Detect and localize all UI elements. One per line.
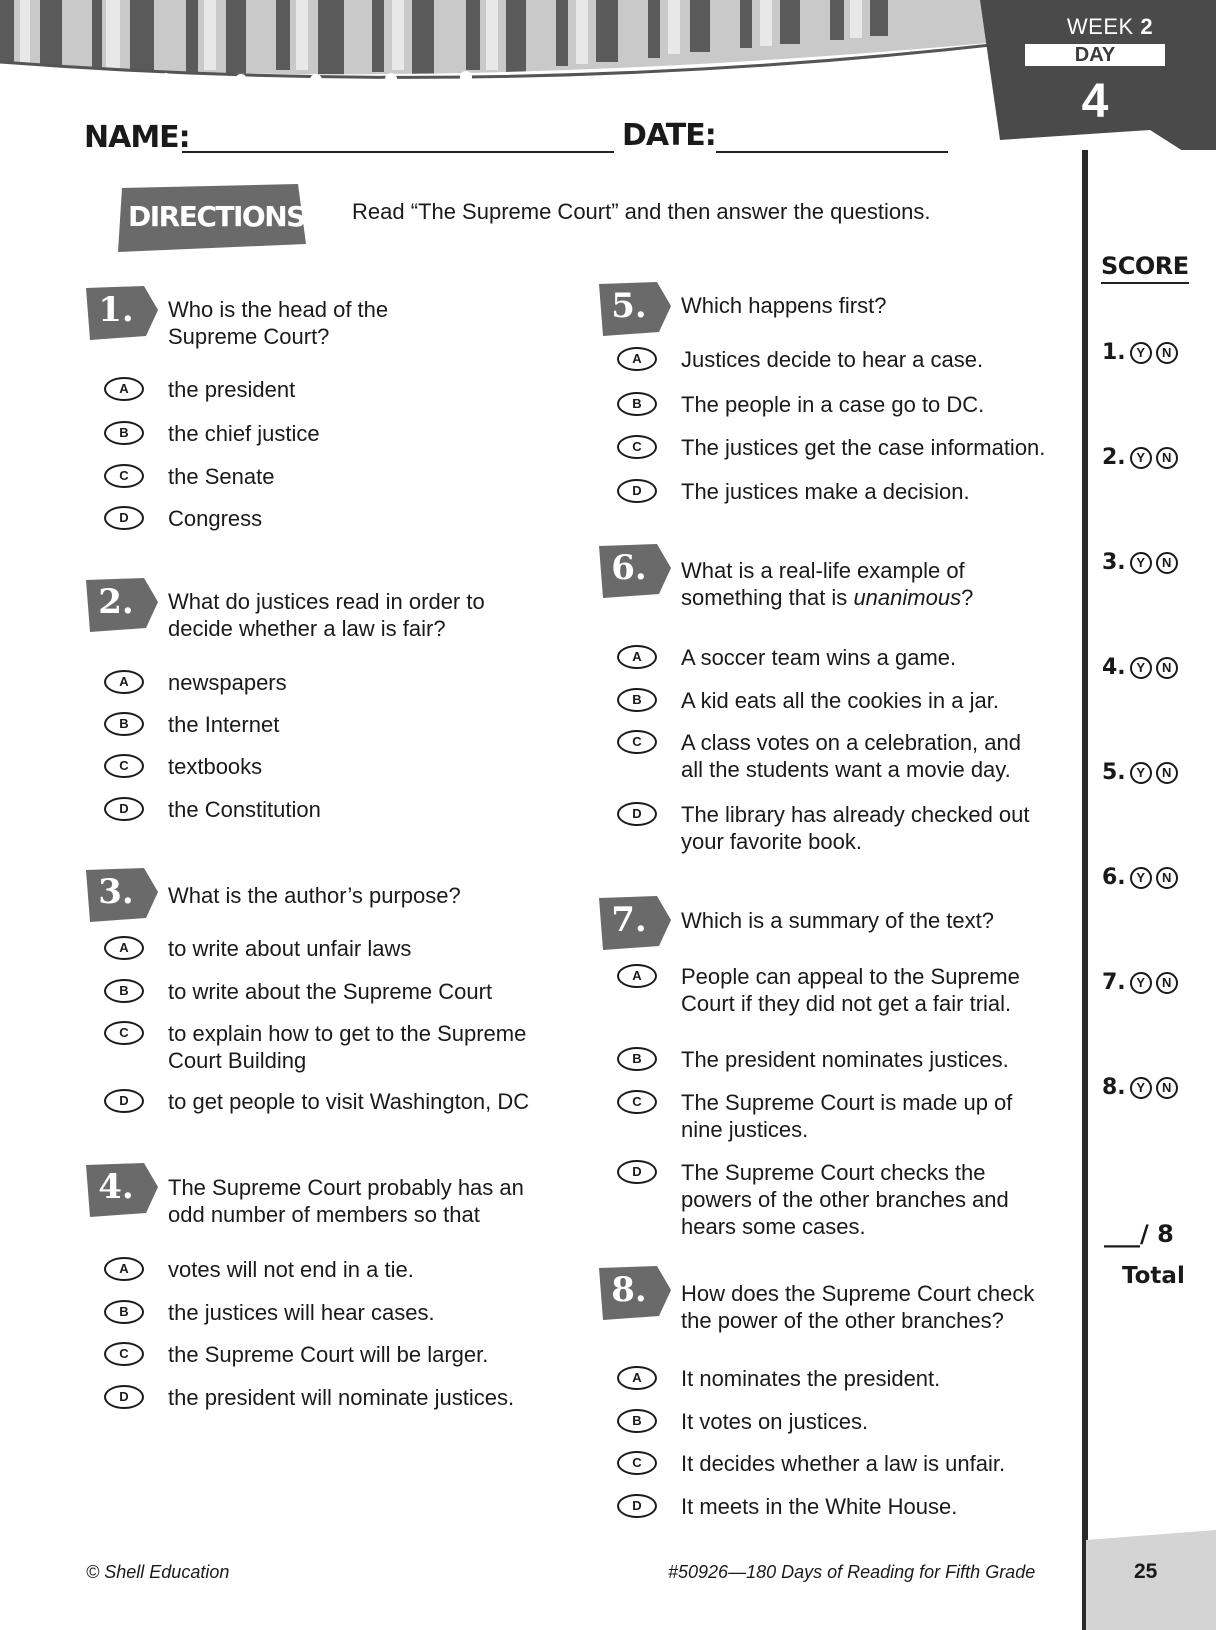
question-text: How does the Supreme Court check the power of the other branches? [681, 1281, 1035, 1333]
answer-bubble[interactable]: A [617, 1366, 657, 1390]
answer-bubble[interactable]: A [617, 964, 657, 988]
answer-bubble[interactable]: C [104, 1342, 144, 1366]
answer-bubble[interactable]: B [104, 712, 144, 736]
directions-badge [116, 184, 308, 254]
answer-text: the Constitution [168, 797, 321, 822]
question-text: The Supreme Court probably has an odd number of members so that [168, 1175, 524, 1227]
answer-text: newspapers [168, 670, 287, 695]
answer-text: The president nominates justices. [681, 1047, 1009, 1072]
answer-text: the chief justice [168, 421, 320, 446]
answer-option[interactable] [617, 1159, 1009, 1240]
answer-bubble[interactable]: D [104, 1385, 144, 1409]
answer-bubble[interactable]: A [617, 645, 657, 669]
answer-option[interactable] [104, 420, 320, 447]
question-text-part: ? [961, 585, 974, 610]
answer-bubble[interactable]: D [617, 1494, 657, 1518]
score-row-number: 7. [1102, 970, 1126, 995]
answer-option[interactable] [104, 1088, 529, 1115]
yes-bubble[interactable]: Y [1130, 867, 1152, 889]
answer-option[interactable] [104, 1256, 414, 1283]
answer-option[interactable] [104, 978, 492, 1005]
answer-bubble[interactable]: D [617, 802, 657, 826]
score-row-number: 4. [1102, 655, 1126, 680]
answer-text: It votes on justices. [681, 1409, 869, 1434]
score-row [1102, 445, 1178, 470]
answer-text: the president [168, 377, 296, 402]
answer-option[interactable] [617, 1365, 940, 1392]
answer-option[interactable] [104, 1384, 514, 1411]
answer-option[interactable] [617, 963, 1020, 1017]
question-number: 4. [98, 1167, 134, 1207]
score-column-divider [1082, 150, 1088, 1630]
answer-text: The justices get the case information. [681, 435, 1046, 460]
footer-book-title: #50926—180 Days of Reading for Fifth Grade [668, 1562, 1036, 1582]
answer-bubble[interactable]: B [617, 1047, 657, 1071]
question-number-badge [86, 868, 160, 924]
answer-bubble[interactable]: C [104, 754, 144, 778]
answer-text: The justices make a decision. [681, 479, 970, 504]
answer-option[interactable] [617, 1046, 1009, 1073]
answer-bubble[interactable]: D [104, 797, 144, 821]
answer-option[interactable] [617, 1450, 1005, 1477]
answer-option[interactable] [104, 1299, 435, 1326]
answer-text: A kid eats all the cookies in a jar. [681, 688, 999, 713]
score-row-number: 5. [1102, 760, 1126, 785]
answer-text: A soccer team wins a game. [681, 645, 957, 670]
yes-bubble[interactable]: Y [1130, 657, 1152, 679]
footer-copyright: © Shell Education [86, 1562, 230, 1582]
yes-bubble[interactable]: Y [1130, 552, 1152, 574]
question-number: 5. [611, 286, 647, 326]
answer-option[interactable] [617, 644, 956, 671]
yes-bubble[interactable]: Y [1130, 762, 1152, 784]
answer-text: The Supreme Court checks the powers of the other branches and hears some cases. [681, 1160, 1009, 1239]
answer-bubble[interactable]: C [617, 730, 657, 754]
answer-text: the president will nominate justices. [168, 1385, 515, 1410]
answer-bubble[interactable]: C [104, 464, 144, 488]
answer-bubble[interactable]: A [617, 347, 657, 371]
answer-option[interactable] [104, 669, 287, 696]
answer-text: to get people to visit Washington, DC [168, 1089, 530, 1114]
answer-option[interactable] [617, 1408, 868, 1435]
answer-bubble[interactable]: B [104, 1300, 144, 1324]
answer-option[interactable] [617, 478, 970, 505]
answer-text: It nominates the president. [681, 1366, 941, 1391]
answer-option[interactable] [104, 505, 262, 532]
answer-option[interactable] [617, 1493, 957, 1520]
answer-option[interactable] [617, 801, 1030, 855]
answer-text: the justices will hear cases. [168, 1300, 435, 1325]
answer-option[interactable] [617, 434, 1045, 461]
score-row [1102, 760, 1178, 785]
total-score: ___/ 8 [1104, 1220, 1174, 1248]
answer-text: The Supreme Court is made up of nine justices. [681, 1090, 1013, 1142]
answer-text: Congress [168, 506, 263, 531]
no-bubble[interactable]: N [1156, 1077, 1178, 1099]
score-heading: SCORE [1101, 252, 1189, 284]
answer-option[interactable] [617, 1089, 1012, 1143]
answer-bubble[interactable]: A [104, 936, 144, 960]
answer-bubble[interactable]: D [104, 1089, 144, 1113]
answer-bubble[interactable]: C [104, 1021, 144, 1045]
answer-text: A class votes on a celebration, and all the students want a movie day. [681, 730, 1021, 782]
question-vocab-word: unanimous [853, 585, 962, 610]
answer-text: The library has already checked out your favorite book. [681, 802, 1030, 854]
answer-option[interactable] [617, 346, 983, 373]
question-text: Who is the head of the Supreme Court? [168, 297, 389, 349]
answer-text: the Internet [168, 712, 280, 737]
directions-text: Read “The Supreme Court” and then answer the questions. [352, 199, 931, 224]
answer-text: People can appeal to the Supreme Court if they did not get a fair trial. [681, 964, 1020, 1016]
answer-option[interactable] [617, 391, 984, 418]
question-number: 3. [98, 872, 134, 912]
no-bubble[interactable]: N [1156, 867, 1178, 889]
answer-bubble[interactable]: D [617, 479, 657, 503]
total-label: Total [1122, 1263, 1185, 1289]
answer-text: the Senate [168, 464, 275, 489]
day-label: DAY [1025, 44, 1165, 66]
directions-badge-label: DIRECTIONS [128, 200, 305, 233]
answer-bubble[interactable]: D [104, 506, 144, 530]
answer-option[interactable] [104, 1020, 526, 1074]
yes-bubble[interactable]: Y [1130, 1077, 1152, 1099]
answer-bubble[interactable]: C [617, 435, 657, 459]
question-number-badge [599, 282, 673, 338]
question-text: What is the author’s purpose? [168, 883, 461, 908]
question-text-part: What is a real-life example of something that is [681, 558, 965, 610]
no-bubble[interactable]: N [1156, 552, 1178, 574]
answer-text: votes will not end in a tie. [168, 1257, 414, 1282]
answer-option[interactable] [104, 796, 321, 823]
answer-bubble[interactable]: C [617, 1090, 657, 1114]
answer-option[interactable] [104, 463, 274, 490]
no-bubble[interactable]: N [1156, 342, 1178, 364]
question-text: Which happens first? [681, 293, 887, 318]
name-label: NAME: [84, 120, 190, 155]
score-row-number: 1. [1102, 340, 1126, 365]
answer-option[interactable] [104, 753, 262, 780]
question-text: Which is a summary of the text? [681, 908, 994, 933]
no-bubble[interactable]: N [1156, 762, 1178, 784]
answer-text: It meets in the White House. [681, 1494, 958, 1519]
question-number-badge [86, 578, 160, 634]
question-text [681, 557, 973, 611]
date-field[interactable] [716, 151, 948, 153]
answer-bubble[interactable]: B [617, 688, 657, 712]
day-number: 4 [1081, 75, 1109, 128]
answer-option[interactable] [617, 687, 999, 714]
score-row [1102, 1075, 1178, 1100]
answer-text: to write about the Supreme Court [168, 979, 493, 1004]
answer-text: to write about unfair laws [168, 936, 412, 961]
answer-text: It decides whether a law is unfair. [681, 1451, 1006, 1476]
no-bubble[interactable]: N [1156, 972, 1178, 994]
score-row-number: 3. [1102, 550, 1126, 575]
question-number: 1. [98, 290, 134, 330]
answer-option[interactable] [104, 376, 295, 403]
answer-option[interactable] [617, 729, 1021, 783]
yes-bubble[interactable]: Y [1130, 342, 1152, 364]
answer-bubble[interactable]: D [617, 1160, 657, 1184]
question-text: What do justices read in order to decide whether a law is fair? [168, 589, 485, 641]
score-row [1102, 340, 1178, 365]
answer-text: textbooks [168, 754, 263, 779]
question-number-badge [86, 1163, 160, 1219]
score-row-number: 8. [1102, 1075, 1126, 1100]
yes-bubble[interactable]: Y [1130, 972, 1152, 994]
yes-bubble[interactable]: Y [1130, 447, 1152, 469]
answer-bubble[interactable]: A [104, 670, 144, 694]
score-row-number: 6. [1102, 865, 1126, 890]
answer-bubble[interactable]: A [104, 1257, 144, 1281]
answer-bubble[interactable]: A [104, 377, 144, 401]
answer-option[interactable] [104, 1341, 488, 1368]
question-number-badge [599, 544, 673, 600]
question-number: 6. [611, 548, 647, 588]
date-label: DATE: [622, 118, 716, 153]
question-number: 8. [611, 1270, 647, 1310]
answer-bubble[interactable]: C [617, 1451, 657, 1475]
no-bubble[interactable]: N [1156, 657, 1178, 679]
answer-text: Justices decide to hear a case. [681, 347, 984, 372]
answer-text: to explain how to get to the Supreme Court Building [168, 1021, 527, 1073]
answer-option[interactable] [104, 711, 279, 738]
score-row [1102, 550, 1178, 575]
name-field[interactable] [182, 151, 614, 153]
question-number-badge [599, 1266, 673, 1322]
score-row [1102, 865, 1178, 890]
page-number: 25 [1134, 1560, 1158, 1583]
question-number: 7. [611, 900, 647, 940]
question-number-badge [86, 286, 160, 342]
answer-option[interactable] [104, 935, 411, 962]
score-row-number: 2. [1102, 445, 1126, 470]
question-number: 2. [98, 582, 134, 622]
question-number-badge [599, 896, 673, 952]
week-label: WEEK 2 [1066, 14, 1154, 39]
score-row [1102, 970, 1178, 995]
no-bubble[interactable]: N [1156, 447, 1178, 469]
answer-bubble[interactable]: B [104, 979, 144, 1003]
answer-bubble[interactable]: B [617, 392, 657, 416]
answer-text: the Supreme Court will be larger. [168, 1342, 489, 1367]
answer-bubble[interactable]: B [617, 1409, 657, 1433]
score-row [1102, 655, 1178, 680]
answer-bubble[interactable]: B [104, 421, 144, 445]
answer-text: The people in a case go to DC. [681, 392, 985, 417]
